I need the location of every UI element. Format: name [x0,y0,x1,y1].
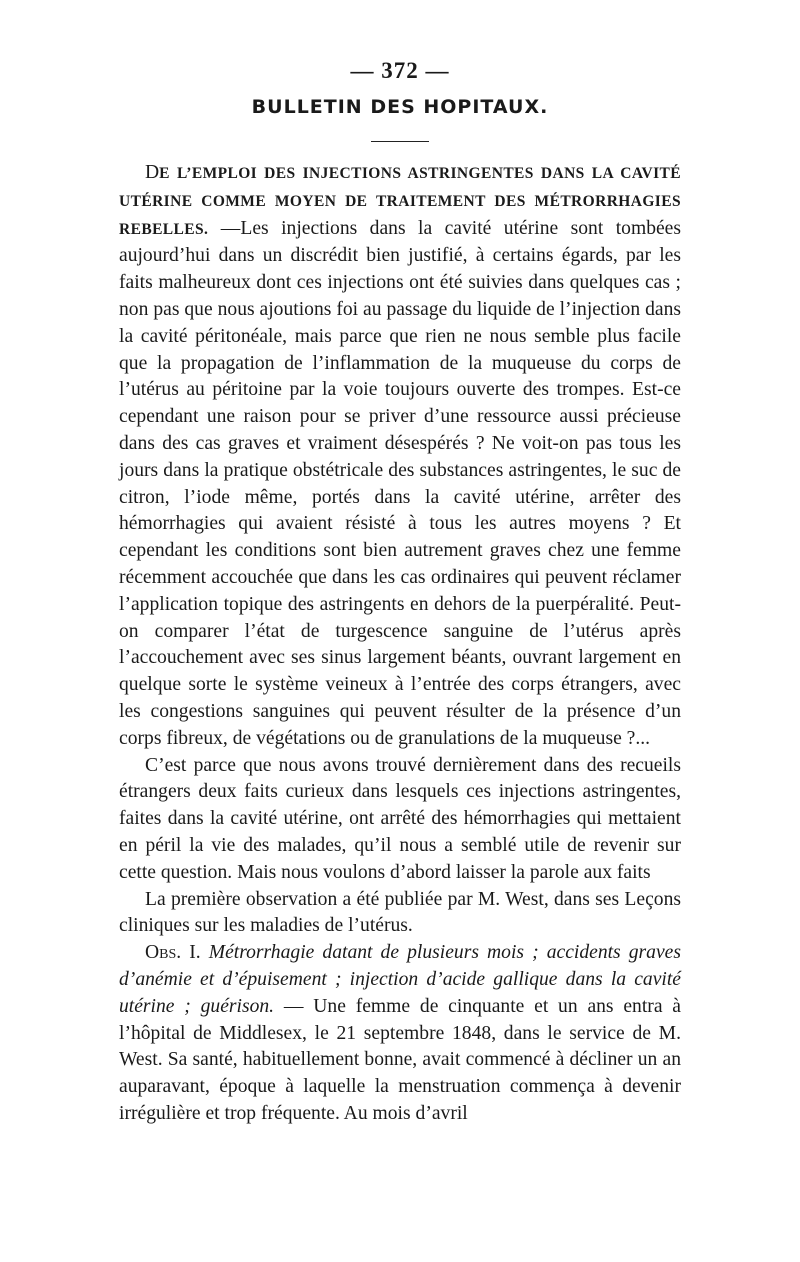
observation-heading: Métrorrhagie datant de plusieurs mois ; accidents graves d’anémie et d’épuisement ; injection d’acide gallique dans la cavité utérine ; guérison. [119,942,681,1017]
header-rule [371,141,429,142]
page-number: — 372 — [350,58,450,83]
article-paragraph-1-text: —Les injections dans la cavité utérine sont tombées aujourd’hui dans un discrédit bien justifié, à certains égards, par les faits malheureux dont ces injections ont été suivies dans quelques cas ; non pas que nous ajoutions foi au passage du liquide de l’injection dans la cavité péritonéale, mais parce que rien ne nous semble plus facile que la propagation de l’inflammation de la muqueuse du corps de l’utérus au péritoine par la voie toujours ouverte des trompes. Est-ce cependant une raison pour se priver d’une ressource aussi précieuse dans des cas graves et vraiment désespérés ? Ne voit-on pas tous les jours dans la pratique obstétricale des substances astringentes, le suc de citron, l’iode même, portés dans la cavité utérine, arrêter des hémorrhagies qui avaient résisté à tous les autres moyens ? Et cependant les conditions sont bien autrement graves chez une femme récemment accouchée que dans les cas ordinaires qui peuvent réclamer l’application topique des astringents en dehors de la puerpéralité. Peut-on comparer l’état de turgescence sanguine de l’utérus après l’accouchement avec ses sinus largement béants, ouvrant largement en quelque sorte le système veineux à l’entrée des corps étrangers, avec les congestions sanguines qui peuvent résulter de la présence d’un corps fibreux, de végétations ou de granulations de la muqueuse ?... [119,217,682,749]
article-paragraph-2: C’est parce que nous avons trouvé dernièrement dans des recueils étrangers deux faits curieux dans lesquels ces injections astringentes, faites dans la cavité utérine, ont arrêté des hémorrhagies qui mettaient en péril la vie des malades, qu’il nous a semblé utile de revenir sur cette question. Mais nous voulons d’abord laisser la parole aux faits [119,754,681,883]
observation-text: — Une femme de cinquante et un ans entra à l’hôpital de Middlesex, le 21 septembre 1848, dans le service de M. West. Sa santé, habituellement bonne, avait commencé à décliner un an auparavant, époque à laquelle la menstruation commença à devenir irrégulière et trop fréquente. Au mois d’avril [119,995,681,1124]
article-body [119,160,681,1128]
observation-label: Obs. I. [145,942,201,964]
observation-paragraph [119,940,681,1128]
running-head: BULLETIN DES HOPITAUX. [251,96,549,118]
article-paragraph-1 [119,160,681,753]
article-title: E L’EMPLOI DES INJECTIONS ASTRINGENTES DANS LA CAVITÉ UTÉRINE COMME MOYEN DE TRAITEMENT DES MÉTRORRHAGIES REBELLES. [119,165,681,238]
document-page [119,56,681,1128]
article-paragraph-3: La première observation a été publiée par M. West, dans ses Leçons cliniques sur les maladies de l’utérus. [119,888,681,937]
article-title-initial: D [145,162,160,183]
